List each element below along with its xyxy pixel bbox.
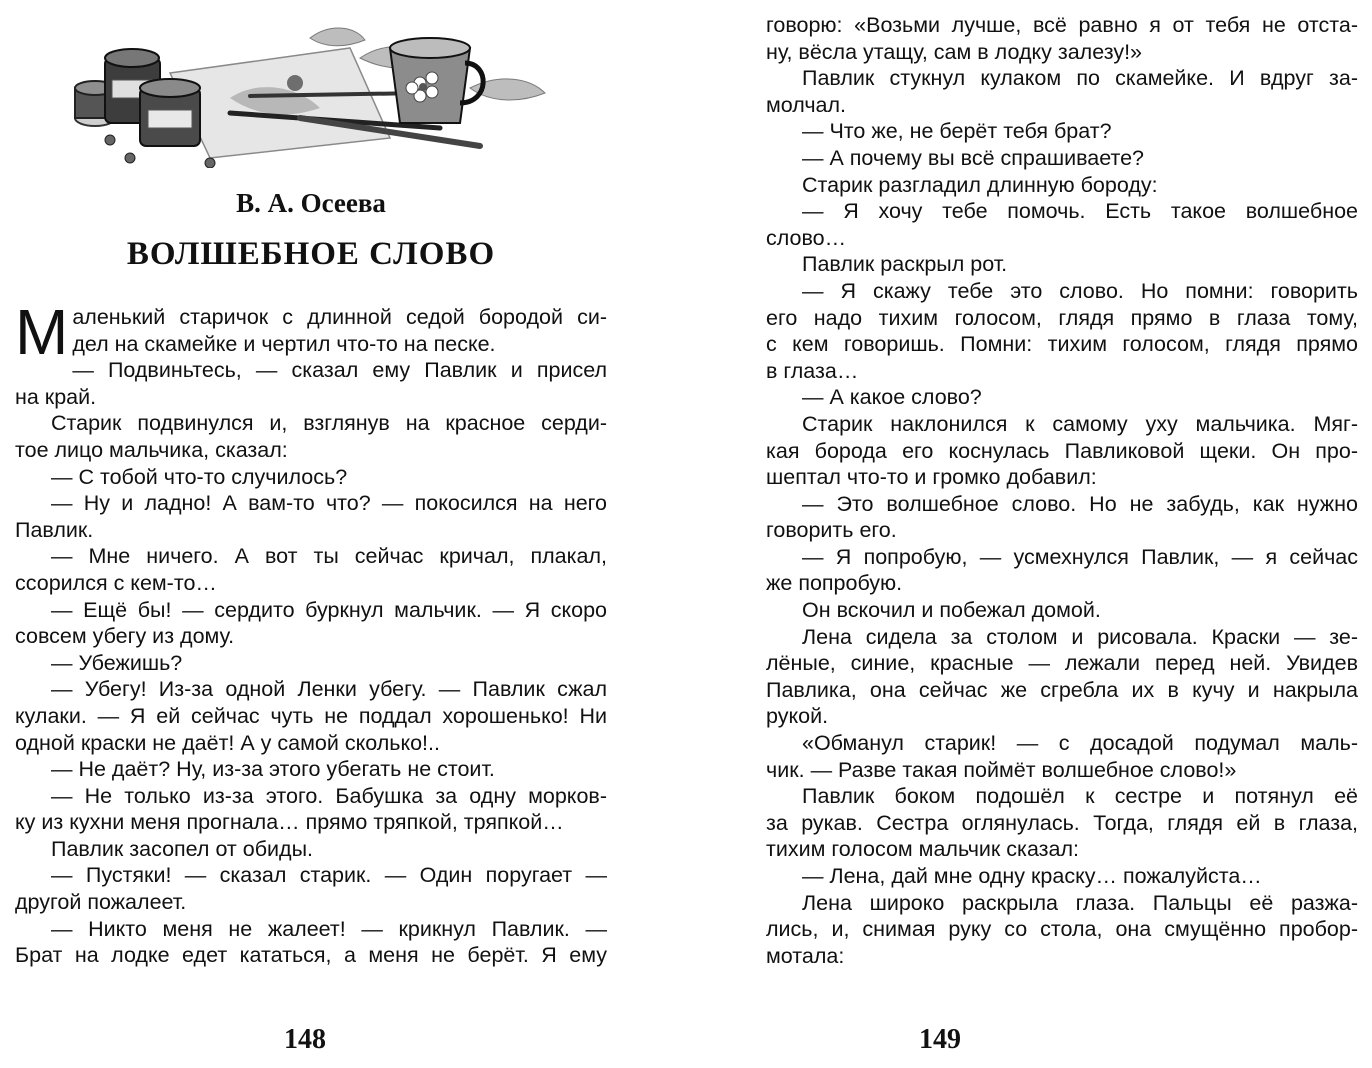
- text-line: другой пожалеет.: [15, 890, 187, 915]
- text-line: на край.: [15, 384, 97, 409]
- text-line: — Никто меня не жалеет! — крикнул Павлик. —: [51, 916, 607, 941]
- text-line: чик. — Разве такая поймёт волшебное слово!»: [766, 757, 1237, 782]
- text-line: — Лена, дай мне одну краску… пожалуйста…: [802, 864, 1262, 888]
- header-illustration: [60, 18, 550, 168]
- text-line: Старик разгладил длинную бороду:: [802, 172, 1158, 197]
- text-line: за рукав. Сестра оглянулась. Тогда, глядя ей в глаза,: [766, 810, 1358, 835]
- paint-jars-and-cup-illustration: [60, 18, 550, 168]
- text-line: его надо тихим голосом, глядя прямо в глаза тому,: [766, 305, 1358, 330]
- left-page-text: [15, 296, 607, 969]
- text-line: говорю: «Возьми лучше, всё равно я от тебя не отста-: [766, 13, 1358, 37]
- text-line: Павлик.: [15, 517, 94, 542]
- drop-cap: М: [15, 296, 69, 368]
- text-line: ку из кухни меня прогнала… прямо тряпкой, тряпкой…: [15, 810, 564, 835]
- text-line: — Я хочу тебе помочь. Есть такое волшебное: [802, 199, 1358, 224]
- text-line: с кем говоришь. Помни: тихим голосом, глядя прямо: [766, 332, 1358, 357]
- text-line: — Подвиньтесь, — сказал ему Павлик и присел: [72, 358, 607, 383]
- text-line: Лена сидела за столом и рисовала. Краски — зе-: [802, 624, 1358, 649]
- text-line: — Ну и ладно! А вам-то что? — покосился на него: [51, 491, 607, 516]
- text-line: Павлик боком подошёл к сестре и потянул её: [802, 784, 1358, 809]
- text-line: — Я скажу тебе это слово. Но помни: говорить: [802, 278, 1358, 303]
- text-line: аленький старичок с длинной седой бородой си-: [72, 305, 607, 329]
- text-line: Он вскочил и побежал домой.: [802, 598, 1101, 623]
- text-line: кая борода его коснулась Павликовой щеки. Он про-: [766, 438, 1358, 463]
- text-line: лёные, синие, красные — лежали перед ней. Увидев: [766, 651, 1358, 676]
- text-line: Павлик засопел от обиды.: [51, 836, 313, 861]
- text-line: рукой.: [766, 704, 829, 729]
- story-title: ВОЛШЕБНОЕ СЛОВО: [126, 236, 496, 272]
- text-line: ну, вёсла утащу, сам в лодку залезу!»: [766, 39, 1142, 64]
- text-line: шептал что-то и громко добавил:: [766, 465, 1097, 490]
- text-line: Старик наклонился к самому уху мальчика. Мяг-: [802, 411, 1358, 436]
- text-line: Павлика, она сейчас же сгребла их в кучу и накрыла: [766, 677, 1358, 702]
- text-line: Старик подвинулся и, взглянув на красное серди-: [51, 411, 607, 436]
- text-line: мотала:: [766, 943, 845, 968]
- author-name: В. А. Осеева: [236, 188, 386, 218]
- text-line: в глаза…: [766, 358, 859, 383]
- text-line: — Мне ничего. А вот ты сейчас кричал, плакал,: [51, 544, 607, 569]
- text-line: тое лицо мальчика, сказал:: [15, 437, 288, 462]
- text-line: ссорился с кем-то…: [15, 570, 217, 595]
- text-line: говорить его.: [766, 518, 897, 543]
- text-line: — Убежишь?: [51, 650, 183, 675]
- text-line: — Пустяки! — сказал старик. — Один поругает —: [51, 863, 607, 888]
- text-line: — Ещё бы! — сердито буркнул мальчик. — Я скоро: [51, 597, 607, 622]
- right-page: [686, 0, 1372, 1068]
- text-line: — А какое слово?: [802, 385, 982, 410]
- text-line: — Что же, не берёт тебя брат?: [802, 119, 1112, 144]
- page-number-right: 149: [919, 1024, 961, 1055]
- text-line: — Это волшебное слово. Но не забудь, как нужно: [802, 491, 1358, 516]
- text-line: слово…: [766, 225, 847, 250]
- text-line: — Не только из-за этого. Бабушка за одну морков-: [51, 783, 607, 808]
- text-line: лись, и, снимая руку со стола, она смущённо пробор-: [766, 917, 1358, 942]
- text-line: — Я попробую, — усмехнулся Павлик, — я сейчас: [802, 544, 1358, 569]
- text-line: совсем убегу из дому.: [15, 624, 235, 649]
- text-line: же попробую.: [766, 571, 903, 596]
- text-line: Лена широко раскрыла глаза. Пальцы её разжа-: [802, 890, 1358, 915]
- right-page-text: [766, 12, 1358, 969]
- text-line: дел на скамейке и чертил что-то на песке.: [72, 331, 496, 356]
- text-line: кулаки. — Я ей сейчас чуть не поддал хорошенько! Ни: [15, 703, 607, 728]
- text-line: — Не даёт? Ну, из-за этого убегать не стоит.: [51, 757, 495, 782]
- text-line: Брат на лодке едет кататься, а меня не берёт. Я ему: [15, 943, 607, 968]
- text-line: — Убегу! Из-за одной Ленки убегу. — Павлик сжал: [51, 677, 607, 702]
- page-number-left: 148: [284, 1024, 326, 1055]
- text-line: Павлик раскрыл рот.: [802, 252, 1008, 277]
- text-line: одной краски не даёт! А у самой сколько!..: [15, 730, 440, 755]
- text-line: молчал.: [766, 92, 847, 117]
- text-line: — С тобой что-то случилось?: [51, 464, 348, 489]
- text-line: — А почему вы всё спрашиваете?: [802, 145, 1144, 170]
- text-line: «Обманул старик! — с досадой подумал маль-: [802, 731, 1358, 756]
- text-line: тихим голосом мальчик сказал:: [766, 837, 1079, 862]
- text-line: Павлик стукнул кулаком по скамейке. И вдруг за-: [802, 66, 1358, 91]
